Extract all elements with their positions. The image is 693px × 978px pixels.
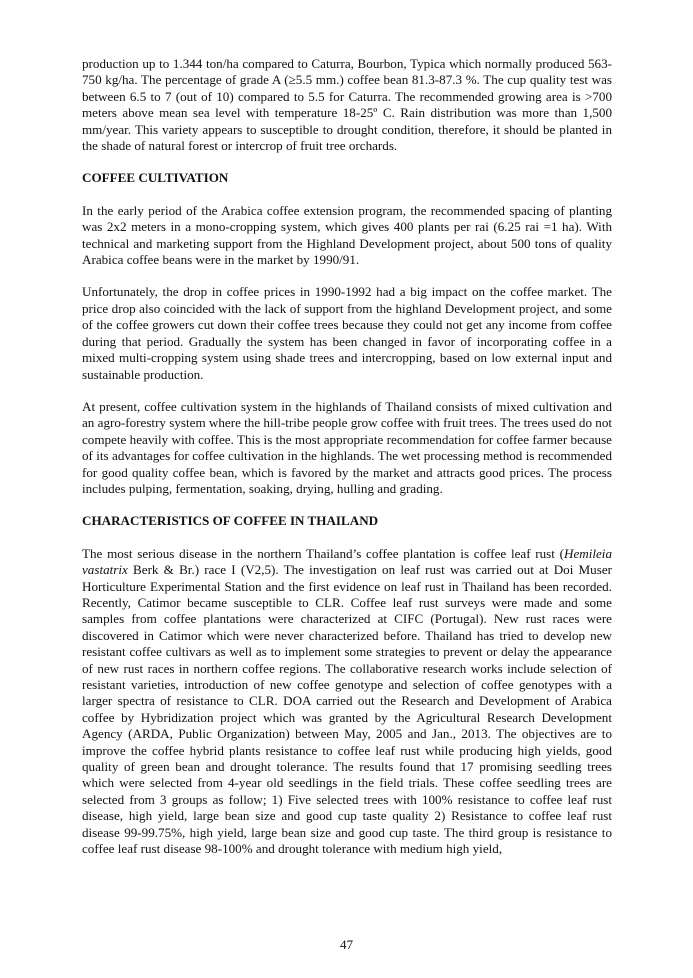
- section-heading-characteristics: CHARACTERISTICS OF COFFEE IN THAILAND: [82, 513, 379, 529]
- page-number: 47: [339, 937, 354, 952]
- characteristics-text-rest: Berk & Br.) race I (V2,5). The investigation on leaf rust was carried out at Doi Muser Horticulture Experimental Station and the first evidence on leaf rust in Thailand has been recorded. Recently, Catimor became susceptible to CLR. Coffee leaf rust surveys were made and some samples from coffee plantations were characterized at CIFC (Portugal). New rust races were discovered in Catimor which were never characterized before. Thailand has tried to develop new resistant coffee cultivars as well as to implement some strategies to prevent or delay the appearance of new rust races in northern coffee regions. The collaborative research works include selection of resistant varieties, introduction of new coffee genotype and selection of coffee genotypes with a larger spectra of resistance to CLR. DOA carried out the Research and Development of Arabica coffee by Hybridization project which was granted by the Agricultural Research Development Agency (ARDA, Public Organization) between May, 2005 and Jan., 2013. The objectives are to improve the coffee hybrid plants resistance to coffee leaf rust while producing high yields, good quality of green bean and drought tolerance. The results found that 17 promising seedling trees which were selected from 4-year old seedlings in the field trials. These coffee seedling trees are selected from 3 groups as follow; 1) Five selected trees with 100% resistance to coffee leaf rust disease, high yield, large bean size and good cup taste quality 2) Resistance to coffee leaf rust disease 99-99.75%, high yield, large bean size and good cup taste. The third group is resistance to coffee leaf rust disease 98-100% and drought tolerance with medium high yield,: [82, 562, 612, 857]
- cultivation-paragraph-1: In the early period of the Arabica coffee extension program, the recommended spacing of planting was 2x2 meters in a mono-cropping system, which gives 400 plants per rai (6.25 rai =1 ha). With technical and marketing support from the Highland Development project, about 500 tons of quality Arabica coffee beans were in the market by 1990/91.: [82, 202, 612, 268]
- intro-paragraph: production up to 1.344 ton/ha compared to Caturra, Bourbon, Typica which normally produced 563-750 kg/ha. The percentage of grade A (≥5.5 mm.) coffee bean 81.3-87.3 %. The cup quality test was between 6.5 to 7 (out of 10) compared to 5.5 for Caturra. The recommended growing area is >700 meters above mean sea level with temperature 18-25º C. Rain distribution was more than 1,500 mm/year. This variety appears to susceptible to drought condition, therefore, it should be planted in the shade of natural forest or intercrop of fruit tree orchards.: [82, 56, 612, 154]
- characteristics-text-start: The most serious disease in the northern Thailand’s coffee plantation is coffee leaf rust (: [82, 545, 564, 561]
- species-name: Hemileia vastatrix: [82, 545, 612, 578]
- section-heading-cultivation: COFFEE CULTIVATION: [82, 170, 229, 186]
- characteristics-paragraph: [82, 546, 612, 858]
- document-page: [82, 56, 612, 873]
- cultivation-paragraph-3: At present, coffee cultivation system in the highlands of Thailand consists of mixed cultivation and an agro-forestry system where the hill-tribe people grow coffee with fruit trees. The trees used do not compete heavily with coffee. This is the most appropriate recommendation for coffee farmer because of its advantages for coffee cultivation in the highlands. The wet processing method is recommended for good quality coffee bean, which is favored by the market and attracts good prices. The process includes pulping, fermentation, soaking, drying, hulling and grading.: [82, 398, 613, 496]
- cultivation-paragraph-2: Unfortunately, the drop in coffee prices in 1990-1992 had a big impact on the coffee market. The price drop also coincided with the lack of support from the highland Development project, and some of the coffee growers cut down their coffee trees because they could not get any income from coffee during that period. Gradually the system has been changed in favor of incorporating coffee in a mixed multi-cropping system using shade trees and intercropping, based on low external input and sustainable production.: [82, 284, 612, 382]
